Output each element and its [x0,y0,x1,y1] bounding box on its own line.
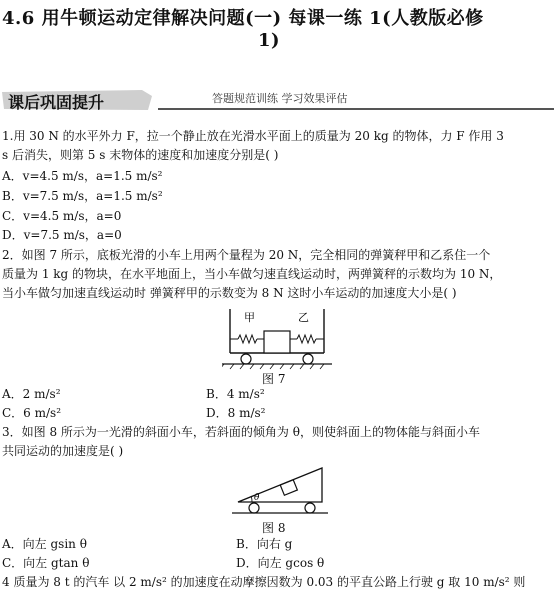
q1-option-d: D．v=7.5 m/s，a=0 [2,228,122,242]
figure-8-caption: 图 8 [262,521,286,535]
q1-line2: s 后消失，则第 5 s 末物体的速度和加速度分别是( ) [2,148,279,162]
figure-7-cart-diagram [222,305,332,371]
figure-7-caption: 图 7 [262,372,286,386]
q3-option-d: D．向左 gcos θ [236,556,325,570]
q3-option-a: A．向左 gsin θ [2,537,87,551]
section-banner [0,88,554,114]
q1-option-c: C．v=4.5 m/s，a=0 [2,209,122,223]
q2-line1: 2．如图 7 所示，底板光滑的小车上用两个量程为 20 N，完全相同的弹簧秤甲和乙系住一个 [2,248,491,262]
q1-option-b: B．v=7.5 m/s，a=1.5 m/s² [2,189,163,203]
page-title-line1: 4.6 用牛顿运动定律解决问题(一) 每课一练 1(人教版必修 [2,8,484,29]
q3-line2: 共同运动的加速度是( ) [2,444,124,458]
banner-label: 课后巩固提升 [8,93,105,112]
q2-option-c: C．6 m/s² [2,406,62,420]
q2-line2: 质量为 1 kg 的物块，在水平地面上，当小车做匀速直线运动时，两弹簧秤的示数均为 10 N， [2,267,502,281]
q2-line3: 当小车做匀加速直线运动时 弹簧秤甲的示数变为 8 N 这时小车运动的加速度大小是( ) [2,286,457,300]
figure-8-incline-cart-diagram [232,462,328,520]
banner-rule [158,108,554,110]
q2-option-d: D．8 m/s² [206,406,266,420]
q4-line1: 4 质量为 8 t 的汽车 以 2 m/s² 的加速度在动摩擦因数为 0.03 的平直公路上行驶 g 取 10 m/s² 则 [2,575,526,589]
page-title-line2: 1) [258,30,281,51]
fig7-label-jia: 甲 [244,311,255,324]
banner-right-text: 答题规范训练 学习效果评估 [208,90,352,106]
fig8-theta-label: θ [254,493,260,503]
q3-option-b: B．向右 g [236,537,293,551]
q3-option-c: C．向左 gtan θ [2,556,90,570]
q1-line1: 1.用 30 N 的水平外力 F，拉一个静止放在光滑水平面上的质量为 20 kg 的物体，力 F 作用 3 [2,129,504,143]
q3-line1: 3．如图 8 所示为一光滑的斜面小车，若斜面的倾角为 θ，则使斜面上的物体能与斜面小车 [2,425,480,439]
q1-option-a: A．v=4.5 m/s，a=1.5 m/s² [2,169,163,183]
q2-option-b: B．4 m/s² [206,387,265,401]
q2-option-a: A．2 m/s² [2,387,61,401]
fig7-label-yi: 乙 [298,311,309,324]
